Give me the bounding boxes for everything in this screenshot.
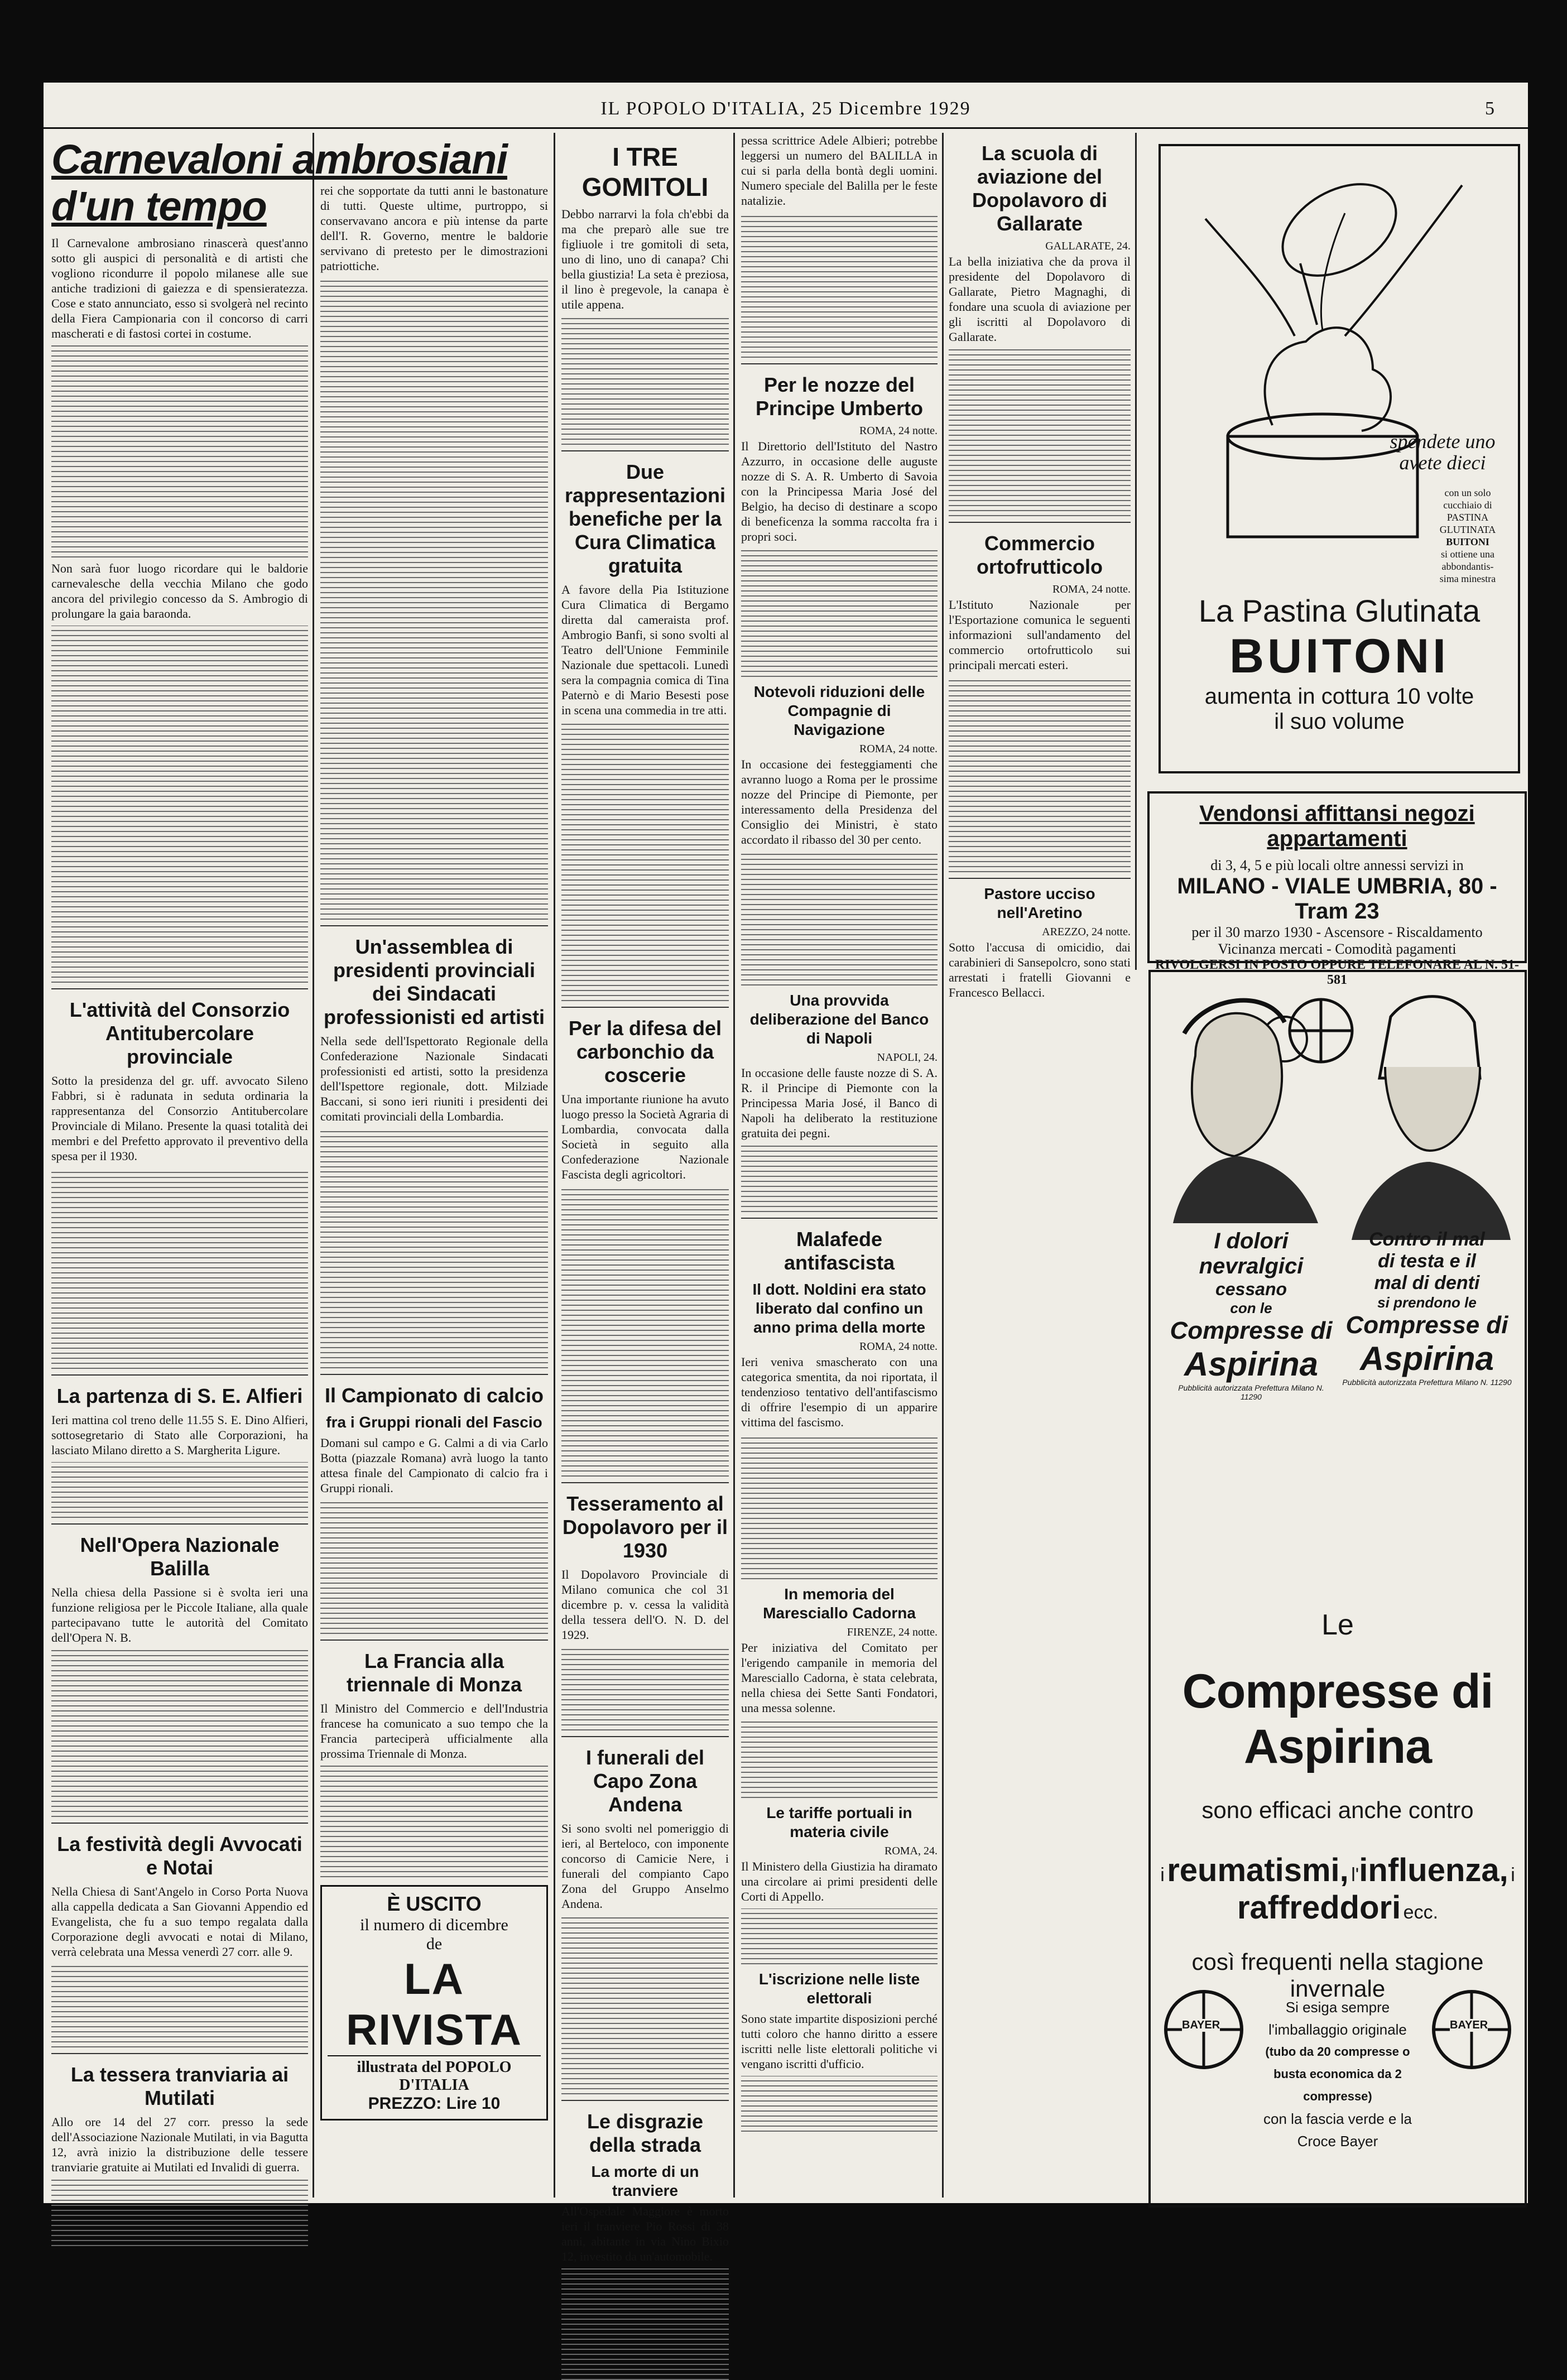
page-number: 5 (1485, 98, 1494, 119)
text-block (741, 213, 938, 358)
dateline: AREZZO, 24 notte. (1042, 926, 1131, 938)
aspirina-caption: nevralgici (1199, 1254, 1304, 1278)
text-block (949, 677, 1131, 872)
article-text: rei che sopportate da tutti anni le bastonature di tutti. Queste ultime, purtroppo, si conservavano ancora e più intense da parte dell'I. R. Governo, mentre le baldorie servivano di pretesto per le dimostrazioni patriottiche. (320, 184, 548, 273)
aspirina-word: i (1511, 1864, 1515, 1886)
column-4 (741, 133, 938, 2198)
buitoni-small: si ottiene una (1441, 549, 1494, 560)
buitoni-small: con un solo (1444, 487, 1491, 498)
column-rule (942, 133, 944, 2198)
article-text: L'Istituto Nazionale per l'Esportazione comunica le seguenti informazioni sull'andamento del commercio ortofrutticolo sui principali mercati esteri. (949, 598, 1131, 672)
ad-rivista-price: PREZZO: Lire 10 (368, 2094, 501, 2113)
negozi-headline: Vendonsi affittansi negozi appartamenti (1199, 801, 1475, 851)
buitoni-small: cucchiaio di (1443, 499, 1492, 511)
article-text: Allo ore 14 del 27 corr. presso la sede dell'Associazione Nazionale Mutilati, in via Bagutta 12, avrà inizio la distribuzione delle tessere tranviarie gratuite ai Mutilati ed Invalidi di guerra. (51, 2115, 308, 2174)
buitoni-small: GLUTINATA (1439, 524, 1496, 535)
aspirina-tagline: sono efficaci anche contro (1201, 1797, 1474, 1823)
text-block (741, 1434, 938, 1579)
text-block (320, 278, 548, 920)
divider (51, 1823, 308, 1824)
newspaper-page (44, 83, 1528, 2263)
ad-rivista-line: illustrata del POPOLO D'ITALIA (328, 2055, 541, 2094)
subhead-tranviere: La morte di un tranviere (591, 2163, 699, 2199)
text-block (51, 626, 308, 983)
woman-toothache-illustration (1346, 983, 1513, 1246)
aspirina-caption: Aspirina (1359, 1340, 1494, 1377)
text-block (320, 1766, 548, 1877)
subhead-calcio: Il Campionato di calcio (324, 1384, 544, 1407)
buitoni-claim: il suo volume (1274, 709, 1405, 734)
dateline: ROMA, 24 notte. (859, 425, 938, 437)
dateline: ROMA, 24. (884, 1845, 938, 1857)
negozi-line: di 3, 4, 5 e più locali oltre annessi servizi in (1210, 857, 1464, 873)
subhead-banco-napoli: Una provvida deliberazione del Banco di Napoli (749, 992, 929, 1047)
subhead-riduzioni: Notevoli riduzioni delle Compagnie di Navigazione (753, 683, 925, 738)
text-block (949, 349, 1131, 516)
aspirina-le: Le (1321, 1609, 1354, 1641)
text-block (320, 1128, 548, 1368)
article-text: Il Ministero della Giustizia ha diramato una circolare ai primi presidenti delle Corti di Appello. (741, 1859, 938, 1903)
article-text: Sono state impartite disposizioni perché tutti coloro che hanno diritto a essere iscritti nelle liste elettorali politiche vi vengano iscritti d'ufficio. (741, 2012, 938, 2071)
aspirina-brand: Compresse di Aspirina (1182, 1665, 1493, 1773)
subhead-calcio-sub: fra i Gruppi rionali del Fascio (326, 1413, 542, 1431)
subhead-aviazione: La scuola di aviazione del Dopolavoro di Gallarate (972, 142, 1107, 235)
masthead: IL POPOLO D'ITALIA, 25 Dicembre 1929 (600, 98, 971, 119)
aspirina-bottom: Si esiga sempre l'imballaggio originale (1268, 1999, 1407, 2038)
negozi-line: per il 30 marzo 1930 - Ascensore - Riscaldamento (1191, 924, 1483, 940)
subhead-funerali: I funerali del Capo Zona Andena (585, 1746, 705, 1816)
article-text: Il Dopolavoro Provinciale di Milano comunica che col 31 dicembre p. v. cessa la validità della tessera dell'O. N. D. del 1929. (561, 1568, 729, 1642)
article-text: A favore della Pia Istituzione Cura Climatica di Bergamo diretta dal cameraista prof. Ambrogio Banfi, si sono svolti al Teatro dell'Unione Femminile Nazionale due spettacoli. Lunedì sera la compagnia comica di Tina Paternò e di Mario Besesti pose in scena una commedia in tre atti. (561, 583, 729, 717)
buitoni-title: La Pastina Glutinata (1198, 593, 1481, 628)
aspirina-caption: mal di denti (1374, 1272, 1480, 1294)
divider (51, 1523, 308, 1525)
page-header (44, 83, 1528, 129)
bayer-label: BAYER (1182, 2019, 1220, 2031)
text-block (51, 1650, 308, 1817)
article-text: Sotto la presidenza del gr. uff. avvocato Sileno Fabbri, si è radunata in seduta ordinaria la rappresentanza del Consorzio Antitubercolare Provinciale di Milano. Presente la quasi totalità dei membri e del Prefetto approvato il preventivo della spesa per il 1930. (51, 1074, 308, 1163)
text-block (561, 1186, 729, 1477)
aspirina-caption: si prendono le (1377, 1294, 1477, 1311)
subhead-avvocati: La festività degli Avvocati e Notai (57, 1833, 302, 1879)
text-block (741, 852, 938, 985)
text-block (741, 1145, 938, 1212)
text-block (320, 1500, 548, 1634)
subhead-tariffe: Le tariffe portuali in materia civile (766, 1804, 912, 1840)
ad-rivista-line: il numero di dicembre (360, 1916, 508, 1934)
dateline: ROMA, 24 notte. (1052, 583, 1131, 595)
ad-rivista-line: de (426, 1935, 443, 1953)
divider (561, 2100, 729, 2101)
article-text: In occasione delle fauste nozze di S. A. R. il Principe di Piemonte con la Principessa Maria José, il Banco di Napoli ha deliberato la restituzione gratuita dei pegni. (741, 1066, 938, 1140)
article-text: Il Direttorio dell'Istituto del Nastro Azzurro, in occasione delle auguste nozze di S. A. R. Umberto di Savoia con la Principessa Maria José del Belgio, ha deciso di destinare a scopo di beneficenza la somma raccolta fra i propri soci. (741, 439, 938, 544)
ad-aspirina (1148, 970, 1527, 2208)
aspirina-word: raffreddori (1237, 1889, 1401, 1926)
aspirina-tagline: così frequenti nella stagione invernale (1191, 1949, 1484, 2002)
subhead-nozze: Per le nozze del Principe Umberto (755, 373, 924, 420)
aspirina-caption: Compresse di (1345, 1311, 1508, 1339)
article-text: Non sarà fuor luogo ricordare qui le baldorie carnevalesche della vecchia Milano che godo ancora del privilegio concesso da S. Ambrogio di prolungare la gaia baraonda. (51, 561, 308, 621)
subhead-mutilati: La tessera tranviaria ai Mutilati (70, 2063, 289, 2109)
subhead-pastore: Pastore ucciso nell'Aretino (984, 885, 1095, 921)
negozi-address: MILANO - VIALE UMBRIA, 80 - Tram 23 (1177, 874, 1497, 924)
dateline: FIRENZE, 24 notte. (847, 1626, 938, 1638)
text-block (51, 2179, 308, 2246)
negozi-contact: RIVOLGERSI IN POSTO OPPURE TELEFONARE AL N. 51-581 (1155, 958, 1520, 987)
aspirina-word: i (1160, 1864, 1165, 1886)
aspirina-bottom: con la fascia verde e la Croce Bayer (1263, 2110, 1412, 2150)
buitoni-slogan: avete dieci (1399, 451, 1486, 474)
text-block (741, 2076, 938, 2132)
dateline: ROMA, 24 notte. (859, 1340, 938, 1353)
subhead-tesseramento: Tesseramento al Dopolavoro per il 1930 (562, 1492, 728, 1562)
bayer-label: BAYER (1450, 2019, 1488, 2031)
dateline: ROMA, 24 notte. (859, 743, 938, 755)
divider (561, 1007, 729, 1008)
text-block (741, 1908, 938, 1964)
text-block (51, 1462, 308, 1518)
text-block (741, 1720, 938, 1798)
aspirina-caption: I dolori (1214, 1229, 1289, 1253)
aspirina-fine-print: Pubblicità autorizzata Prefettura Milano N. 11290 (1178, 1383, 1324, 1401)
divider (51, 2053, 308, 2054)
subhead-malafede: Malafede antifascista (784, 1228, 895, 1274)
aspirina-caption: Aspirina (1184, 1345, 1319, 1383)
ad-negozi (1147, 791, 1527, 987)
buitoni-brand: BUITONI (1229, 629, 1449, 683)
ad-buitoni (1159, 144, 1520, 773)
subhead-francia: La Francia alla triennale di Monza (346, 1650, 522, 1696)
ad-la-rivista (320, 1885, 548, 2121)
divider (51, 1374, 308, 1376)
divider (561, 450, 729, 451)
text-block (561, 722, 729, 1001)
divider (561, 1482, 729, 1483)
aspirina-word: l' (1351, 1864, 1359, 1886)
headline-carnevaloni: Carnevaloni ambrosiani d'un tempo (51, 136, 507, 229)
article-text: Nella sede dell'Ispettorato Regionale della Confederazione Nazionale Sindacati professionisti ed artisti, sotto la presidenza dell'Ispettore regionale, dott. Milziade Baccani, si sono ieri riuniti i presidenti dei comitati provinciali della Lombardia. (320, 1034, 548, 1123)
article-text: Per iniziativa del Comitato per l'erigendo campanile in memoria del Maresciallo Cadorna, è stata celebrata, nella chiesa dei Sette Santi Fondatori, una messa solenne. (741, 1641, 938, 1715)
article-text: Debbo narrarvi la fola ch'ebbi da ma che preparò alle sue tre figliuole i tre gomitoli di seta, uno di lino, uno di canapa? Chi bella giustizia! La seta è preziosa, il lino è pregevole, la canapa è utile appena. (561, 207, 729, 311)
subhead-liste-elettorali: L'iscrizione nelle liste elettorali (758, 1970, 920, 2007)
divider (320, 1374, 548, 1375)
subhead-carbonchio: Per la difesa del carbonchio da coscerie (568, 1017, 722, 1086)
buitoni-claim: aumenta in cottura 10 volte (1204, 684, 1474, 709)
article-text: Il Carnevalone ambrosiano rinascerà quest'anno sotto gli auspici di personalità e di artisti che vogliono ricondurre il popolo milanese alle sue antiche tradizioni di gaiezza e di spensieratezza. Cose e stato annunciato, esso si svolgerà nel recinto della Fiera Campionaria con il concorso di carri mascherati e di fastosi cortei in costume. (51, 236, 308, 340)
column-5 (949, 133, 1131, 999)
headline-tre-gomitoli: I TRE GOMITOLI (581, 142, 709, 201)
text-block (561, 1916, 729, 2094)
article-text: In occasione dei festeggiamenti che avranno luogo a Roma per le prossime nozze del Principe di Piemonte, per interessamento della Presidenza del Consiglio dei Ministri, è stato accordato il ribasso del 30 per cento. (741, 757, 938, 847)
aspirina-caption: Compresse di (1170, 1317, 1333, 1344)
article-text: Si sono svolti nel pomeriggio di ieri, al Berteloco, con imponente concorso di Camicie Nere, i funerali del compianto Capo Zona del Gruppo Anselmo Andena. (561, 1821, 729, 1911)
column-rule (1135, 133, 1137, 970)
subhead-cadorna: In memoria del Maresciallo Cadorna (763, 1585, 916, 1622)
ad-rivista-line: È USCITO (387, 1892, 482, 1915)
subhead-disgrazie: Le disgrazie della strada (587, 2110, 704, 2156)
article-text: Una importante riunione ha avuto luogo presso la Società Agraria di Lombardia, convocata dalla Società in seguito alla Confederazione Nazionale Fascista degli agricoltori. (561, 1092, 729, 1181)
text-block (561, 2268, 729, 2380)
aspirina-caption: cessano (1215, 1279, 1287, 1299)
aspirina-word: influenza, (1359, 1852, 1508, 1888)
article-text: Nella Chiesa di Sant'Angelo in Corso Porta Nuova alla cappella dedicata a San Giovanni Appendio ed Evangelista, che fu a suo tempo regalata dalla Corporazione degli avvocati e notai di Milano, verrà celebrata una Messa venerdì 27 corr. alle 9. (51, 1884, 308, 1959)
article-text: All'Ospedale Maggiore è morto ieri il tranviere Pio Rossi di 38 anni, abitante in via Nino Bixio 12, investito da un'automobile. (561, 2204, 729, 2263)
column-rule (554, 133, 555, 2198)
divider (741, 1218, 938, 1219)
article-text: Ieri mattina col treno delle 11.55 S. E. Dino Alfieri, sottosegretario di Stato alle Corporazioni, ha lasciato Milano diretto a S. Margherita Ligure. (51, 1413, 308, 1457)
article-text: pessa scrittrice Adele Albieri; potrebbe leggersi un numero del BALILLA in cui si parla della bontà degli uomini. Numero speciale del Balilla per le feste natalizie. (741, 133, 938, 208)
buitoni-small: PASTINA (1446, 512, 1489, 523)
subhead-noldini: Il dott. Noldini era stato liberato dal confino un anno prima della morte (752, 1281, 926, 1336)
text-block (51, 1964, 308, 2047)
aspirina-caption: Contro il mal (1369, 1229, 1485, 1250)
divider (320, 1639, 548, 1641)
column-rule (733, 133, 735, 2198)
buitoni-small: BUITONI (1446, 536, 1489, 547)
ad-rivista-title: LA RIVISTA (346, 1954, 522, 2054)
divider (320, 925, 548, 926)
text-block (51, 1168, 308, 1369)
buitoni-small: sima minestra (1439, 573, 1496, 584)
subhead-commercio: Commercio ortofrutticolo (977, 532, 1103, 578)
divider (51, 988, 308, 989)
divider (741, 363, 938, 364)
column-2 (320, 183, 548, 2192)
aspirina-caption: di testa e il (1378, 1251, 1476, 1272)
divider (949, 878, 1131, 879)
subhead-balilla: Nell'Opera Nazionale Balilla (80, 1533, 280, 1580)
article-text: Nella chiesa della Passione si è svolta ieri una funzione religiosa per le Piccole Italiane, alla quale partecipavano tutte le autorità del Comitato dell'Opera N. B. (51, 1585, 308, 1645)
column-rule (313, 133, 314, 2198)
text-block (561, 316, 729, 445)
column-3 (561, 133, 729, 2263)
article-text: Sotto l'accusa di omicidio, dai carabinieri di Sansepolcro, sono stati arrestati i fratelli Giovanni e Francesco Bellacci. (949, 940, 1131, 999)
article-text: Il Ministro del Commercio e dell'Industria francese ha comunicato a suo tempo che la Francia parteciperà ufficialmente alla prossima Triennale di Monza. (320, 1701, 548, 1761)
aspirina-bottom: (tubo da 20 compresse o busta economica da 2 compresse) (1265, 2045, 1410, 2103)
aspirina-word: ecc. (1403, 1902, 1439, 1923)
subhead-rappresentazioni: Due rappresentazioni benefiche per la Cura Climatica gratuita (564, 460, 726, 577)
dateline: NAPOLI, 24. (877, 1051, 938, 1064)
buitoni-small: abbondantis- (1441, 561, 1494, 572)
aspirina-caption: con le (1230, 1300, 1272, 1316)
aspirina-word: reumatismi, (1167, 1852, 1349, 1888)
text-block (51, 345, 308, 557)
buitoni-slogan: spendete uno (1390, 430, 1496, 453)
subhead-alfieri: La partenza di S. E. Alfieri (56, 1384, 303, 1407)
aspirina-conditions (1151, 1852, 1525, 1926)
negozi-line: Vicinanza mercati - Comodità pagamenti (1218, 941, 1457, 957)
article-text: Domani sul campo e G. Calmi a di via Carlo Botta (piazzale Romana) avrà luogo la tanto attesa finale del Campionato di calcio fra i Gruppi rionali. (320, 1436, 548, 1495)
dateline: GALLARATE, 24. (1045, 240, 1131, 252)
subhead-assemblea: Un'assemblea di presidenti provinciali dei Sindacati professionisti ed artisti (323, 935, 545, 1028)
article-text: La bella iniziativa che da prova il presidente del Dopolavoro di Gallarate, Pietro Magnaghi, di fondare una scuola di aviazione per gli iscritti al Dopolavoro di Gallarate. (949, 254, 1131, 344)
text-block (741, 549, 938, 677)
subhead-consorzio: L'attività del Consorzio Antitubercolare provinciale (69, 998, 290, 1068)
aspirina-fine-print: Pubblicità autorizzata Prefettura Milano N. 11290 (1342, 1378, 1512, 1387)
divider (949, 522, 1131, 523)
article-text: Ieri veniva smascherato con una categorica smentita, da noi riportata, il tendenzioso tentativo dell'antifascismo di offrire l'esempio di un apparire vittima del fascismo. (741, 1355, 938, 1429)
divider (561, 1736, 729, 1737)
text-block (561, 1647, 729, 1730)
